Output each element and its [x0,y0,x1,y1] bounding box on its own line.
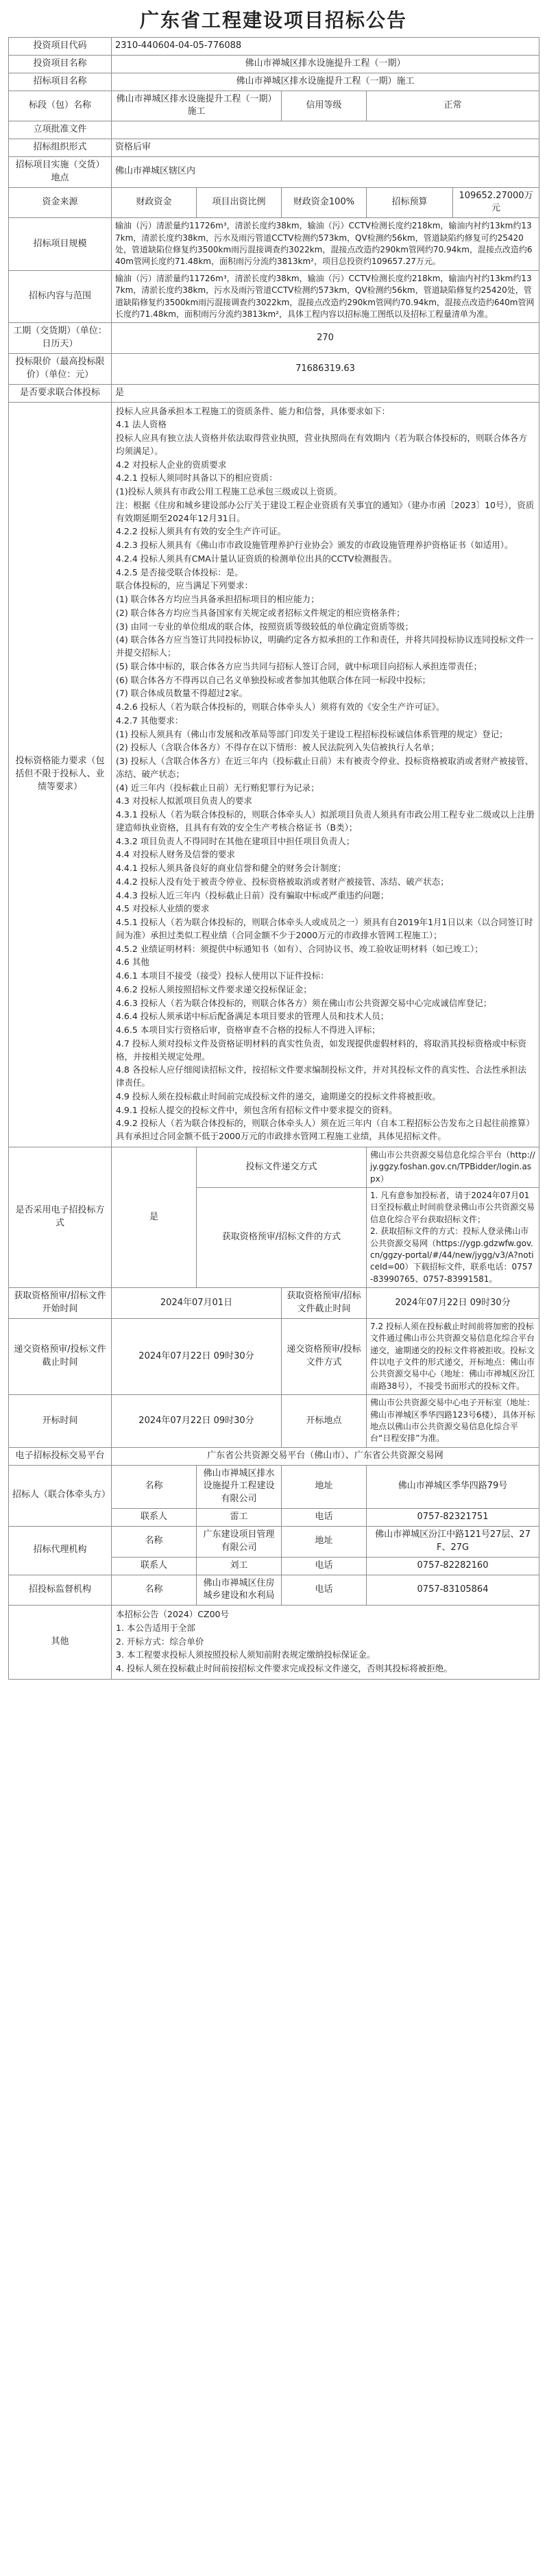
qualification-paragraph: (4) 近三年内（投标截止日前）无行贿犯罪行为记录； [116,782,319,793]
electronic-label: 是否采用电子招投标方式 [9,1147,112,1287]
scope-value: 输油（污）清淤量约11726m³，清淤长度约38km，输油（污）CCTV检测长度约218km，输油内衬约13km约137km，清淤长度约38km，污水及雨污管道CCTV检测约573km，QV检测约56km，管道缺陷修复约25420处，管道缺陷修复约3500km雨污混接调查约3022km，混接点改造约290km管网约70.94km，混接点改造约640m管网长度约71.48km，面积雨污分流约3813km²，具体工程内容以招标施工图纸以及招标工程量清单为准。 [112,270,539,323]
joint-bid-value: 是 [112,384,539,402]
row-tender-project-name [9,73,539,91]
qualification-paragraph: 4.1 法人资格 [116,419,167,430]
agency-contact-value: 刘工 [197,1557,282,1575]
qualification-paragraph: 4.2.5 是否接受联合体投标：是。 [116,567,243,577]
qualification-paragraph: 4.3.1 投标人（若为联合体投标的，则联合体牵头人）拟派项目负责人须具有市政公用工程专业二级或以上注册建造师执业资格，且具有有效的安全生产考核合格证书（B类）； [116,809,535,833]
row-opening [9,1395,539,1448]
qualification-paragraph: (2) 投标人（含联合体各方）不得存在以下情形：被人民法院列入失信被执行人名单； [116,742,439,753]
other-line: 3. 本工程要求投标人须按照投标人须知前附表规定缴纳投标保证金。 [116,1649,376,1660]
qualification-paragraph: 投标人应具有独立法人资格并依法取得营业执照，营业执照尚在有效期内（若为联合体投标的，则联合体各方均须满足）。 [116,433,528,456]
opening-time-label: 开标时间 [9,1395,112,1448]
qualification-paragraph: 4.2.2 投标人须具有有效的安全生产许可证。 [116,526,287,537]
submission-method-label: 投标文件递交方式 [197,1147,367,1187]
funds-value: 财政资金 [112,187,197,218]
obtain-method-label: 获取资格预审/招标文件的方式 [197,1188,367,1288]
qualification-paragraphs [116,405,535,1143]
agency-name-value: 广东建设项目管理有限公司 [197,1526,282,1557]
qualification-paragraph: 4.3.2 项目负责人不得同时在其他在建项目中担任项目负责人； [116,835,355,846]
submit-method-label: 递交资格预审/投标文件方式 [282,1318,367,1394]
joint-bid-label: 是否要求联合体投标 [9,384,112,402]
doc-start-value: 2024年07月01日 [112,1288,282,1319]
qualification-paragraph: 4.6.3 投标人（若为联合体投标的，则联合体各方）须在佛山市公共资源交易中心完成诚信库登记； [116,997,492,1008]
supervision-tel-label: 电话 [282,1575,367,1606]
tender-project-name-value: 佛山市禅城区排水设施提升工程（一期）施工 [112,73,539,91]
scope-label: 招标内容与范围 [9,270,112,323]
agency-name-label: 名称 [112,1526,197,1557]
tenderer-contact-value: 雷工 [197,1509,282,1527]
row-tender-org [9,139,539,157]
row-supervision [9,1575,539,1606]
max-price-value: 71686319.63 [112,354,539,385]
qualification-paragraph: (1)投标人须具有市政公用工程施工总承包三级或以上资质。 [116,486,343,497]
supervision-name-value: 佛山市禅城区住房城乡建设和水利局 [197,1575,282,1606]
qualification-paragraph: 4.6.1 本项目不接受（接受）投标人使用以下证件投标： [116,970,329,981]
row-project-code [9,38,539,56]
platform-value: 广东省公共资源交易平台（佛山市）、广东省公共资源交易网 [112,1447,539,1465]
row-funds [9,187,539,218]
tenderer-name-value: 佛山市禅城区排水设施提升工程建设有限公司 [197,1465,282,1509]
row-other [9,1606,539,1680]
tenderer-tel-label: 电话 [282,1509,367,1527]
qualification-paragraph: (5) 联合体中标的，联合体各方应当共同与招标人签订合同，就中标项目向招标人承担连带责任； [116,660,483,671]
qualification-paragraph: 4.2.3 投标人须具有《佛山市市政设施管理养护行业协会》颁发的市政设施管理养护资格证书（如适用）。 [116,540,513,551]
tender-project-name-label: 招标项目名称 [9,73,112,91]
tenderer-label: 招标人（联合体牵头方） [9,1465,112,1526]
credit-label: 信用等级 [282,91,367,121]
ratio-value: 财政资金100% [282,187,367,218]
tender-org-value: 资格后审 [112,139,539,157]
row-scale [9,218,539,271]
submit-deadline-value: 2024年07月22日 09时30分 [112,1318,282,1394]
approval-doc-value [112,121,539,139]
tenderer-tel-value: 0757-82321751 [367,1509,539,1527]
location-label: 招标项目实施（交货）地点 [9,156,112,187]
qualification-paragraph: (6) 联合体各方不得再以自己名义单独投标或者参加其他联合体在同一标段中投标； [116,674,431,685]
supervision-label: 招投标监督机构 [9,1575,112,1606]
qualification-paragraph: (1) 联合体各方均应当具备承担招标项目的相应能力； [116,594,319,605]
funds-label: 资金来源 [9,187,112,218]
project-name-label: 投资项目名称 [9,55,112,73]
tender-info-table [8,37,539,1680]
row-electronic-1 [9,1147,539,1187]
location-value: 佛山市禅城区辖区内 [112,156,539,187]
row-section [9,91,539,121]
row-tenderer-1 [9,1465,539,1509]
row-scope [9,270,539,323]
qualification-paragraph: 4.6.5 本项目实行资格后审，资格审查不合格的投标人不得进入评标； [116,1025,380,1036]
approval-doc-label: 立项批准文件 [9,121,112,139]
qualification-paragraph: 注：根据《住房和城乡建设部办公厅关于建设工程企业资质有关事宜的通知》（建办市函〔2023〕10号），资质有效期延期至2024年12月31日。 [116,499,535,523]
qualification-paragraph: (3) 投标人（含联合体各方）在近三年内（投标截止日前）未有被责令停业、投标资格被取消或者财产被接管、冻结、破产状态； [116,756,534,779]
qualification-paragraph: (4) 联合体各方应当签订共同投标协议，明确约定各方拟承担的工作和责任，并将共同投标协议连同投标文件一并提交招标人； [116,634,534,658]
agency-tel-value: 0757-82282160 [367,1557,539,1575]
qualification-paragraph: 投标人应具备承担本工程施工的资质条件、能力和信誉，具体要求如下： [116,405,391,416]
qualification-label: 投标资格能力要求（包括但不限于投标人、业绩等要求） [9,402,112,1147]
electronic-value: 是 [112,1147,197,1287]
qualification-paragraph: (2) 联合体各方均应当具备国家有关规定或者招标文件规定的相应资格条件； [116,607,405,618]
obtain-method-value: 1. 凡有意参加投标者，请于2024年07月01日至投标截止时间前登录佛山市公共资源交易信息化综合平台获取招标文件； 2. 获取招标文件的方式：投标人登录佛山市公共资源交易网（https://ygp.gdzwfw.gov.cn/ggzy-portal/#/44/new/jygg/v3/A?noticeId=00）下载招标文件，联系电话：0757-83990765、0757-83991581。 [367,1188,539,1288]
max-price-label: 投标限价（最高投标限价）（单位：元） [9,354,112,385]
tenderer-name-label: 名称 [112,1465,197,1509]
other-lines [116,1608,535,1675]
qualification-paragraph: 4.5.2 业绩证明材料：须提供中标通知书（如有）、合同协议书、竣工验收证明材料（如已竣工）； [116,943,483,954]
project-code-label: 投资项目代码 [9,38,112,56]
qualification-content [112,402,539,1147]
duration-label: 工期（交货期）（单位：日历天） [9,323,112,354]
qualification-paragraph: 4.4 对投标人财务及信誉的要求 [116,849,235,860]
qualification-paragraph: 4.4.3 投标人近三年内（投标截止日前）没有骗取中标或严重违约问题； [116,890,389,901]
platform-label: 电子招标投标交易平台 [9,1447,112,1465]
qualification-paragraph: 4.6.2 投标人须按照招标文件要求递交投标保证金； [116,983,312,994]
other-line: 1. 本公告适用于全部 [116,1622,195,1633]
doc-start-label: 获取资格预审/招标文件开始时间 [9,1288,112,1319]
opening-place-label: 开标地点 [282,1395,367,1448]
tender-org-label: 招标组织形式 [9,139,112,157]
row-joint-bid [9,384,539,402]
credit-value: 正常 [367,91,539,121]
scale-label: 招标项目规模 [9,218,112,271]
submission-site-value: 佛山市公共资源交易信息化综合平台（http://jy.ggzy.foshan.gov.cn/TPBidder/login.aspx） [367,1147,539,1187]
qualification-paragraph: 4.8 各投标人应仔细阅读招标文件，按招标文件要求编制投标文件，并对其投标文件的真实性、合法性承担法律责任。 [116,1064,526,1088]
section-label: 标段（包）名称 [9,91,112,121]
row-location [9,156,539,187]
row-platform [9,1447,539,1465]
qualification-paragraph: 联合体投标的，应当满足下列要求： [116,580,254,591]
qualification-paragraph: (7) 联合体成员数量不得超过2家。 [116,688,248,699]
row-approval-doc [9,121,539,139]
duration-value: 270 [112,323,539,354]
other-line: 2. 开标方式：综合单价 [116,1636,204,1647]
tenderer-contact-label: 联系人 [112,1509,197,1527]
tenderer-addr-value: 佛山市禅城区季华四路79号 [367,1465,539,1509]
agency-addr-label: 地址 [282,1526,367,1557]
row-qualification [9,402,539,1147]
qualification-paragraph: 4.6.4 投标人须承诺中标后配备满足本项目要求的管理人员和技术人员； [116,1011,389,1022]
ratio-label: 项目出资比例 [197,187,282,218]
agency-label: 招标代理机构 [9,1526,112,1575]
other-line: 本招标公告（2024）CZ00号 [116,1609,230,1620]
row-duration [9,323,539,354]
scale-value: 输油（污）清淤量约11726m³，清淤长度约38km，输油（污）CCTV检测长度约218km，输油内衬约13km约137km，清淤长度约38km，污水及雨污管道CCTV检测约573km，QV检测约56km，管道缺陷约修复可约25420处，管道缺陷位修复约3500km雨污混接调查约3022km，混接点改造约290km管网约70.94km，混接点改造约640m管网长度约71.48km，面积雨污分流约3813km²，项目总投资约109657.27万元。 [112,218,539,271]
other-label: 其他 [9,1606,112,1680]
qualification-paragraph: (3) 由同一专业的单位组成的联合体，按照资质等级较低的单位确定资质等级； [116,621,414,632]
qualification-paragraph: (1) 投标人须具有（佛山市发展和改革局等部门印发关于建设工程招标投标诚信体系管理的规定）登记； [116,728,508,739]
qualification-paragraph: 4.9.1 投标人提交的投标文件中，须包含所有招标文件中要求提交的资料。 [116,1104,398,1115]
qualification-paragraph: 4.9 投标人须在投标截止时间前完成投标文件的递交，逾期递交的投标文件将被拒收。 [116,1090,441,1101]
qualification-paragraph: 4.5.1 投标人（若为联合体投标的，则联合体牵头人或成员之一）须具有自2019年1月1日以来（以合同签订时间为准）承担过类似工程业绩（合同金额不少于2000万元的市政排水管网工程施工）； [116,917,533,940]
qualification-paragraph: 4.2 对投标人企业的资质要求 [116,459,227,470]
supervision-name-label: 名称 [112,1575,197,1606]
agency-contact-label: 联系人 [112,1557,197,1575]
opening-time-value: 2024年07月22日 09时30分 [112,1395,282,1448]
section-value: 佛山市禅城区排水设施提升工程（一期）施工 [112,91,282,121]
tenderer-addr-label: 地址 [282,1465,367,1509]
row-doc-time [9,1288,539,1319]
budget-value: 109652.27000万元 [453,187,539,218]
qualification-paragraph: 4.2.1 投标人须同时具备以下的相应资质： [116,473,278,484]
supervision-tel-value: 0757-83105864 [367,1575,539,1606]
qualification-paragraph: 4.9.2 投标人（若为联合体投标的，则联合体牵头人）须在近三年内（自本工程招标公告发布之日起往前推算）具有承担过合同金额不低于2000万元的市政排水管网工程施工业绩，具体见招标文件。 [116,1118,535,1142]
page-title: 广东省工程建设项目招标公告 [139,9,407,32]
qualification-paragraph: 4.2.4 投标人须具有CMA计量认证资质的检测单位出具的CCTV检测报告。 [116,553,397,564]
project-code-value: 2310-440604-04-05-776088 [112,38,539,56]
agency-tel-label: 电话 [282,1557,367,1575]
opening-place-value: 佛山市公共资源交易中心电子开标室（地址：佛山市禅城区季华四路123号6楼），具体开标地点以佛山市公共资源交易信息化综合平台“日程安排”为准。 [367,1395,539,1448]
qualification-paragraph: 4.4.2 投标人没有处于被责令停业、投标资格被取消或者财产被接管、冻结、破产状态； [116,876,449,887]
budget-label: 招标预算 [367,187,453,218]
qualification-paragraph: 4.7 投标人须对投标文件及资格证明材料的真实性负责，如发现提供虚假材料的，将取消其投标资格或中标资格，并按相关规定处理。 [116,1038,526,1062]
doc-end-value: 2024年07月22日 09时30分 [367,1288,539,1319]
row-project-name [9,55,539,73]
submit-method-value: 7.2 投标人须在投标截止时间前将加密的投标文件通过佛山市公共资源交易信息化综合平台递交，逾期递交的投标文件将被拒收。投标文件以电子文件的形式递交，开标地点：佛山市公共资源交易中心（地址：佛山市禅城区汾江南路38号），不接受书面形式的投标文件。 [367,1318,539,1394]
agency-addr-value: 佛山市禅城区汾江中路121号27层、27F、27G [367,1526,539,1557]
qualification-paragraph: 4.2.7 其他要求： [116,715,184,726]
qualification-paragraph: 4.3 对投标人拟派项目负责人的要求 [116,796,252,807]
row-max-price [9,354,539,385]
row-agency-1 [9,1526,539,1557]
qualification-paragraph: 4.5 对投标人业绩的要求 [116,903,210,914]
qualification-paragraph: 4.2.6 投标人（若为联合体投标的，则联合体牵头人）须将有效的《安全生产许可证》。 [116,702,445,713]
qualification-paragraph: 4.6 其他 [116,957,149,968]
other-line: 4. 投标人须在投标截止时间前按招标文件要求完成投标文件递交，否则其投标将被拒绝。 [116,1663,452,1674]
doc-end-label: 获取资格预审/招标文件截止时间 [282,1288,367,1319]
submit-deadline-label: 递交资格预审/投标文件截止时间 [9,1318,112,1394]
other-content [112,1606,539,1680]
qualification-paragraph: 4.4.1 投标人须具备良好的商业信誉和健全的财务会计制度； [116,863,346,874]
project-name-value: 佛山市禅城区排水设施提升工程（一期） [112,55,539,73]
row-submit [9,1318,539,1394]
